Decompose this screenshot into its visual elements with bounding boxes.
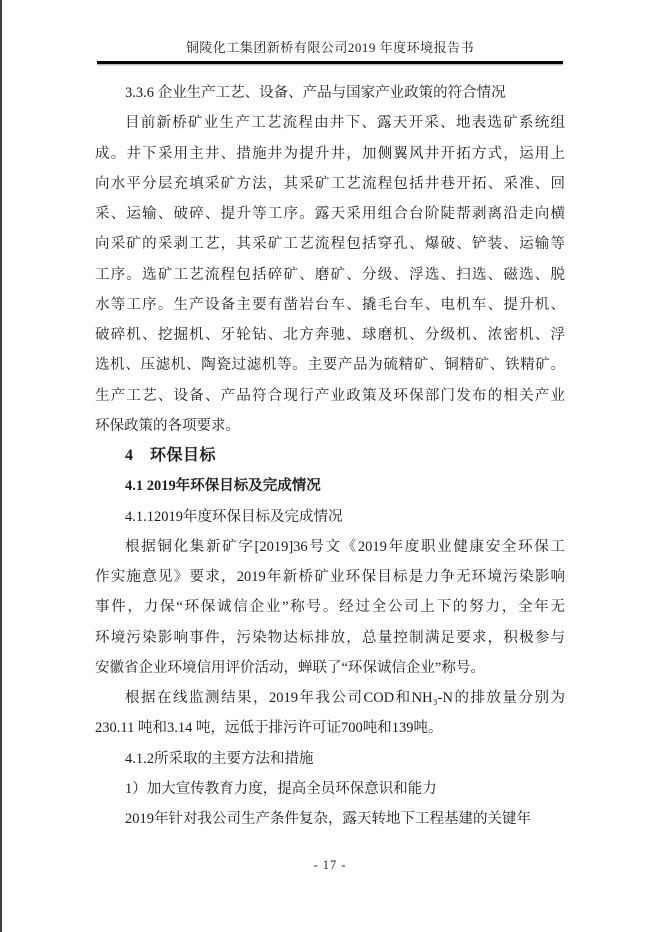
report-header-title: 铜陵化工集团新桥有限公司2019 年度环境报告书: [185, 40, 475, 55]
text-line: 作实施意见》要求，2019年新桥矿业环保目标是力争无环境污染影响: [95, 569, 565, 585]
text-line: 成。井下采用主井、措施井为提升井，加侧翼风井开拓方式，运用上: [95, 145, 565, 162]
section-heading: 4.1.12019年度环保目标及完成情况: [125, 508, 343, 525]
section-heading: 4.1.2所采取的主要方法和措施: [125, 750, 314, 767]
text-line: 采、运输、破碎、提升等工序。露天采用组合台阶陡帮剥离沿走向横: [95, 206, 565, 222]
section-heading: 4.1 2019年环保目标及完成情况: [125, 478, 321, 495]
text-line: 根据在线监测结果，2019年我公司COD和NH₃-N的排放量分别为: [125, 690, 565, 706]
text-line: 环境污染影响事件，污染物达标排放，总量控制满足要求，积极参与: [95, 629, 565, 646]
text-line: 目前新桥矿业生产工艺流程由井下、露天开采、地表选矿系统组: [125, 115, 565, 132]
page-number: - 17 -: [313, 858, 347, 872]
text-line: 环保政策的各项要求。: [95, 417, 240, 434]
header-rule: [97, 61, 563, 64]
page-edge: [0, 0, 2, 932]
text-line: 230.11 吨和3.14 吨，远低于排污许可证700吨和139吨。: [95, 720, 443, 737]
text-line: 水等工序。生产设备主要有凿岩台车、撬毛台车、电机车、提升机、: [95, 296, 565, 313]
text-line: 向采矿的采剥工艺，其采矿工艺流程包括穿孔、爆破、铲装、运输等: [95, 236, 565, 253]
text-line: 根据铜化集新矿字[2019]36号文《2019年度职业健康安全环保工: [125, 538, 565, 555]
text-line: 工序。选矿工艺流程包括碎矿、磨矿、分级、浮选、扫选、磁选、脱: [95, 266, 565, 283]
section-heading: 4 环保目标: [125, 447, 217, 464]
text-line: 破碎机、挖掘机、牙轮钻、北方奔驰、球磨机、分级机、浓密机、浮: [95, 327, 565, 343]
section-heading: 3.3.6 企业生产工艺、设备、产品与国家产业政策的符合情况: [125, 85, 506, 101]
text-line: 2019年针对我公司生产条件复杂，露天转地下工程基建的关键年: [125, 811, 531, 827]
text-line: 选机、压滤机、陶瓷过滤机等。主要产品为硫精矿、铜精矿、铁精矿。: [95, 357, 565, 374]
text-line: 事件，力保“环保诚信企业”称号。经过全公司上下的努力，全年无: [95, 599, 565, 616]
text-line: 安徽省企业环境信用评价活动，蝉联了“环保诚信企业”称号。: [95, 659, 485, 676]
text-line: 向水平分层充填采矿方法，其采矿工艺流程包括井巷开拓、采准、回: [95, 175, 565, 192]
text-line: 生产工艺、设备、产品符合现行产业政策及环保部门发布的相关产业: [95, 387, 565, 404]
document-body: [95, 78, 565, 834]
text-line: 1）加大宣传教育力度，提高全员环保意识和能力: [125, 780, 437, 797]
